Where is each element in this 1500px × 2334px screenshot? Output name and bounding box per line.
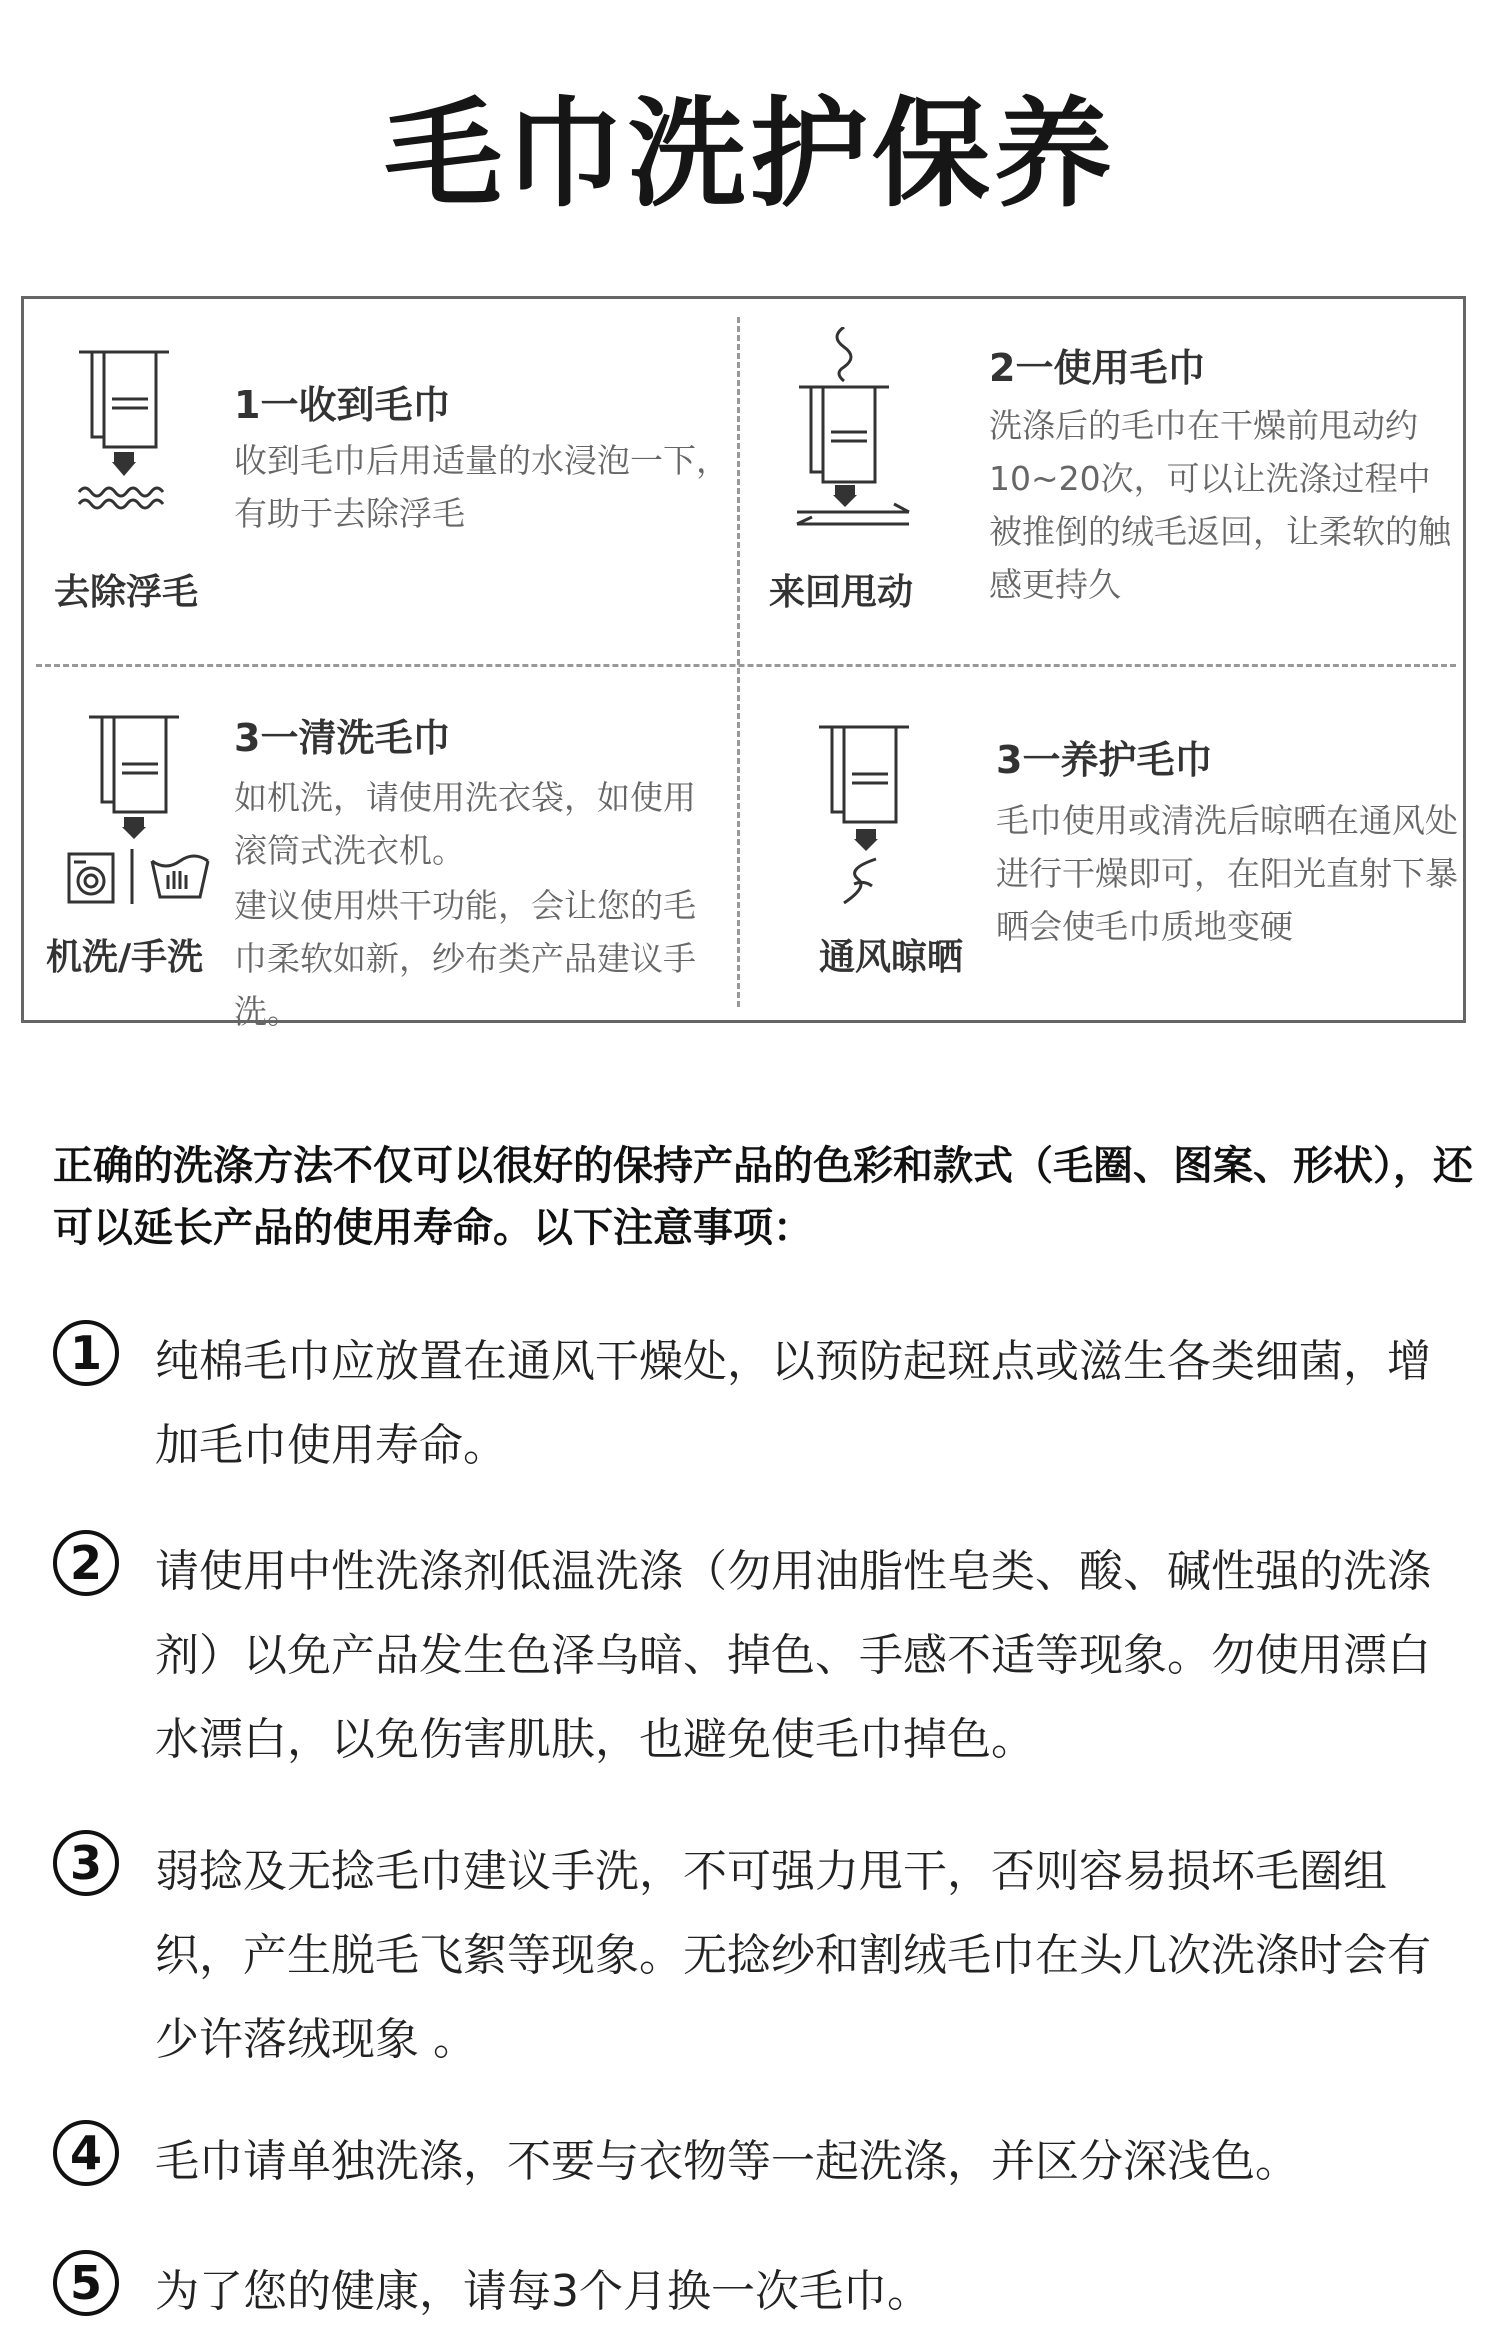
note-text: 弱捻及无捻毛巾建议手洗，不可强力甩干，否则容易损坏毛圈组织，产生脱毛飞絮等现象。无捻纱和割绒毛巾在头几次洗涤时会有少许落绒现象 。 <box>155 1846 1431 2065</box>
step-icon-label: 通风晾晒 <box>819 937 964 978</box>
towel-wash-icon <box>64 709 244 909</box>
note-text: 纯棉毛巾应放置在通风干燥处，以预防起斑点或滋生各类细菌，增加毛巾使用寿命。 <box>155 1336 1431 1471</box>
step-icon-label: 来回甩动 <box>769 572 914 613</box>
vertical-divider <box>737 317 740 1007</box>
step-icon-label: 去除浮毛 <box>54 572 199 613</box>
note-item <box>53 2120 1463 2204</box>
step-title: 3一养护毛巾 <box>996 738 1213 782</box>
page-title: 毛巾洗护保养 <box>383 85 1116 223</box>
note-number: 3 <box>53 1830 119 1896</box>
note-text: 请使用中性洗涤剂低温洗涤（勿用油脂性皂类、酸、碱性强的洗涤剂）以免产品发生色泽乌暗、掉色、手感不适等现象。勿使用漂白水漂白，以免伤害肌肤，也避免使毛巾掉色。 <box>155 1546 1431 1765</box>
step-title: 1一收到毛巾 <box>234 383 451 427</box>
note-text: 为了您的健康，请每3个月换一次毛巾。 <box>155 2266 931 2317</box>
towel-shake-icon <box>789 327 919 527</box>
note-text: 毛巾请单独洗涤，不要与衣物等一起洗涤，并区分深浅色。 <box>155 2136 1299 2187</box>
note-item <box>53 1320 1463 1488</box>
step-description: 洗涤后的毛巾在干燥前甩动约10~20次，可以让洗涤过程中被推倒的绒毛返回，让柔软的触感更持久 <box>989 406 1451 604</box>
step-description: 如机洗，请使用洗衣袋，如使用滚筒式洗衣机。 <box>234 778 696 870</box>
care-steps-panel <box>21 296 1466 1031</box>
note-number: 5 <box>53 2250 119 2316</box>
note-number: 2 <box>53 1530 119 1596</box>
towel-soak-icon <box>74 344 174 519</box>
step-description: 建议使用烘干功能，会让您的毛巾柔软如新，纱布类产品建议手洗。 <box>234 886 696 1031</box>
step-title: 3一清洗毛巾 <box>234 716 451 760</box>
note-item <box>53 1530 1463 1782</box>
step-icon-label: 机洗/手洗 <box>46 937 204 978</box>
note-number: 4 <box>53 2120 119 2186</box>
step-description: 毛巾使用或清洗后晾晒在通风处进行干燥即可，在阳光直射下暴晒会使毛巾质地变硬 <box>996 801 1458 946</box>
note-number: 1 <box>53 1320 119 1386</box>
step-description: 收到毛巾后用适量的水浸泡一下，有助于去除浮毛 <box>234 441 729 533</box>
note-item <box>53 1830 1463 2082</box>
note-item <box>53 2250 1463 2334</box>
towel-air-dry-icon <box>814 719 924 904</box>
step-title: 2一使用毛巾 <box>989 346 1206 390</box>
horizontal-divider <box>36 664 1456 667</box>
intro-text: 正确的洗涤方法不仅可以很好的保持产品的色彩和款式（毛圈、图案、形状），还可以延长产品的使用寿命。以下注意事项： <box>53 1143 1473 1251</box>
